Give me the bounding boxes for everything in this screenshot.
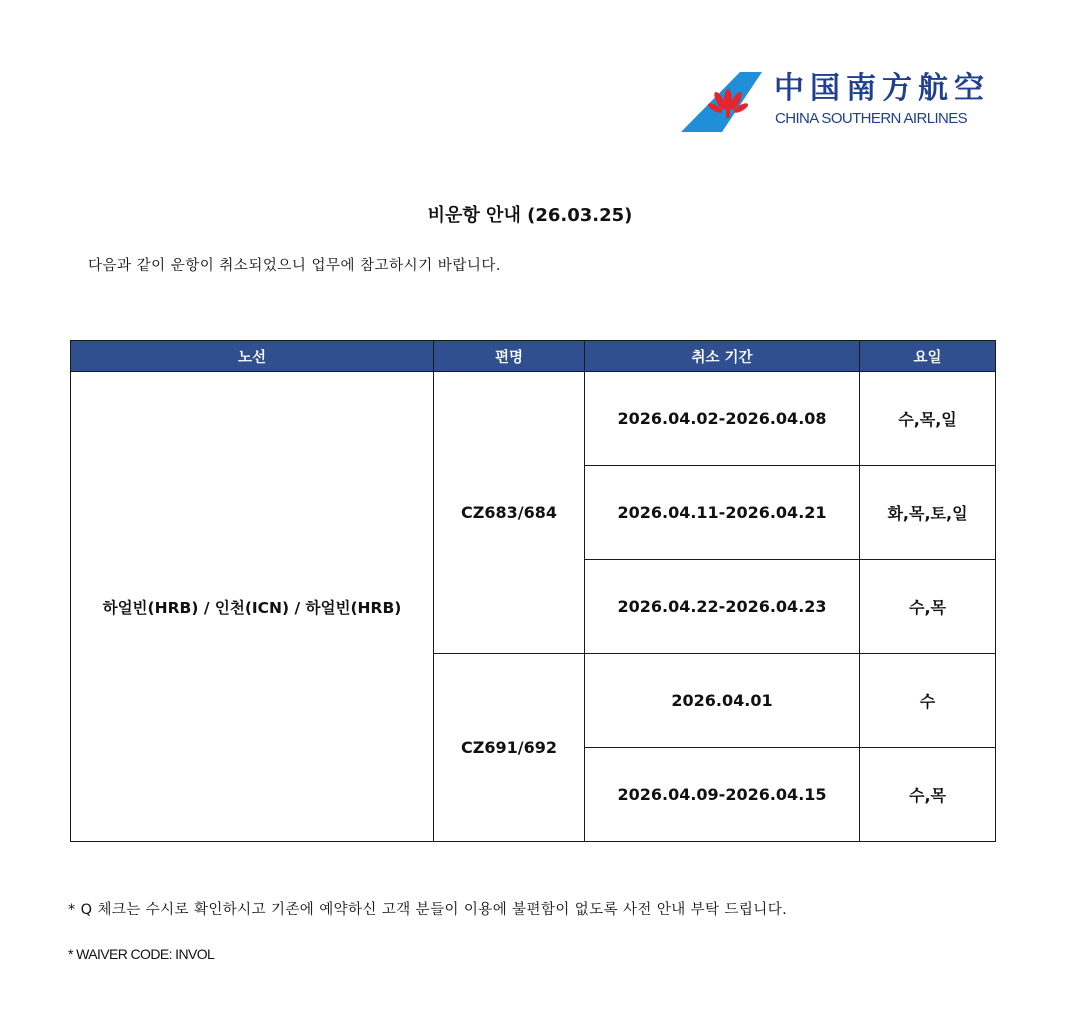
kapok-flower-tail-icon [678, 70, 764, 134]
header-period: 취소 기간 [585, 341, 860, 372]
route-cell: 하얼빈(HRB) / 인천(ICN) / 하얼빈(HRB) [71, 372, 434, 842]
note-q-check: * Q 체크는 수시로 확인하시고 기존에 예약하신 고객 분들이 이용에 불편함이 없도록 사전 안내 부탁 드립니다. [68, 902, 788, 918]
period-cell: 2026.04.09-2026.04.15 [585, 748, 860, 842]
note-waiver-code: * WAIVER CODE: INVOL [68, 946, 215, 962]
period-cell: 2026.04.11-2026.04.21 [585, 466, 860, 560]
header-flight: 편명 [434, 341, 585, 372]
header-days: 요일 [860, 341, 996, 372]
flight-cell: CZ691/692 [434, 654, 585, 842]
page-title: 비운항 안내 (26.03.25) [427, 205, 633, 226]
period-cell: 2026.04.02-2026.04.08 [585, 372, 860, 466]
period-cell: 2026.04.22-2026.04.23 [585, 560, 860, 654]
intro-text: 다음과 같이 운항이 취소되었으니 업무에 참고하시기 바랍니다. [88, 258, 501, 274]
days-cell: 수 [860, 654, 996, 748]
days-cell: 화,목,토,일 [860, 466, 996, 560]
days-cell: 수,목 [860, 560, 996, 654]
header-route: 노선 [71, 341, 434, 372]
cancellation-table [70, 340, 996, 842]
table-row [71, 372, 996, 466]
logo-chinese-name: 中国南方航空 [774, 71, 990, 106]
period-cell: 2026.04.01 [585, 654, 860, 748]
days-cell: 수,목,일 [860, 372, 996, 466]
logo-english-name: CHINA SOUTHERN AIRLINES [775, 110, 968, 127]
airline-logo [678, 70, 998, 136]
days-cell: 수,목 [860, 748, 996, 842]
table-header-row [71, 341, 996, 372]
flight-cell: CZ683/684 [434, 372, 585, 654]
